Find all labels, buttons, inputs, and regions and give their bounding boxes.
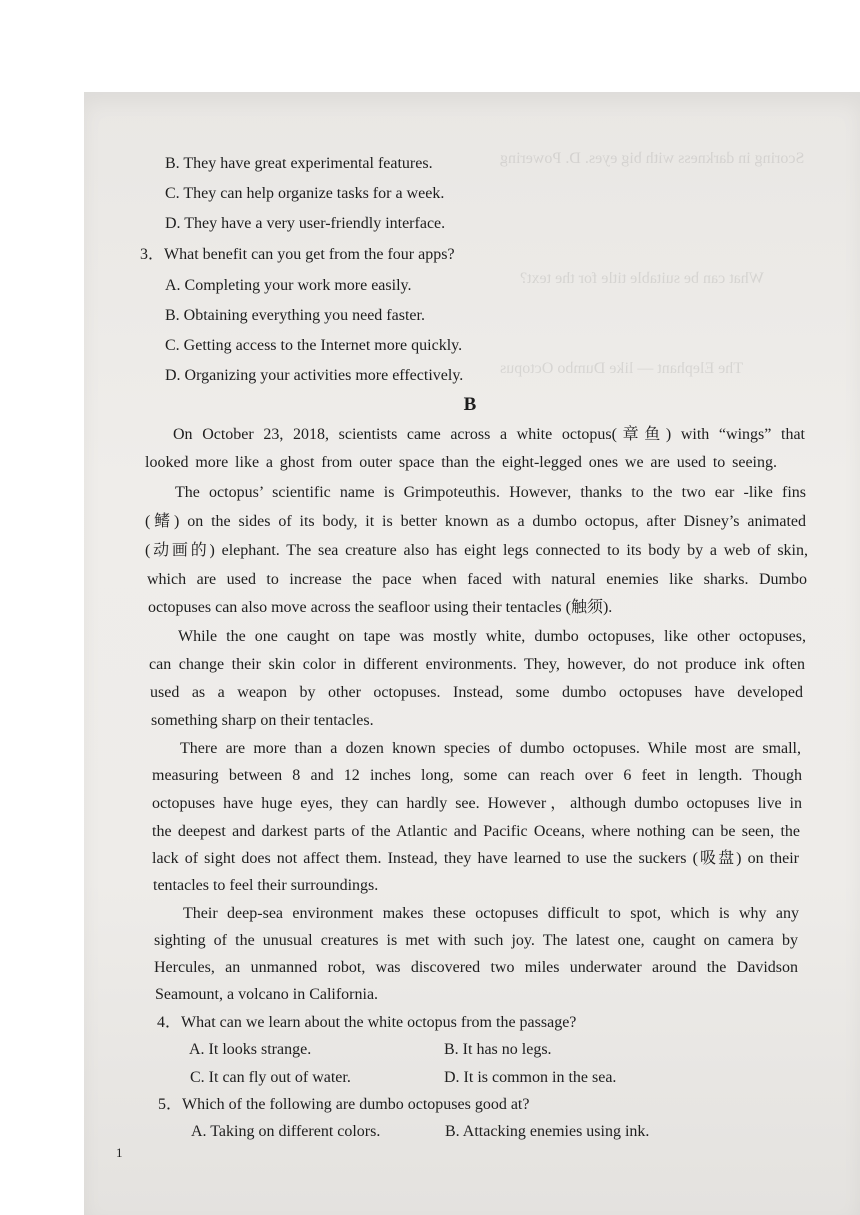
passage-line: looked more like a ghost from outer space than the eight-legged ones we are used to seeing. [145, 454, 777, 471]
page-number: 1 [116, 1145, 123, 1160]
passage-line: measuring between 8 and 12 inches long, some can reach over 6 feet in length. Though [152, 767, 802, 784]
q3-option-b: B. Obtaining everything you need faster. [165, 307, 425, 324]
q5-question: 5．Which of the following are dumbo octopuses good at? [158, 1096, 530, 1113]
passage-line: The octopus’ scientific name is Grimpoteuthis. However, thanks to the two ear -like fins [175, 484, 806, 501]
q3-option-d: D. Organizing your activities more effectively. [165, 367, 464, 384]
passage-line: Their deep-sea environment makes these octopuses difficult to spot, which is why any [183, 905, 799, 922]
bleed-through-text: Scoring in darkness with big eyes. D. Powering [500, 150, 805, 167]
passage-line: On October 23, 2018, scientists came across a white octopus(章鱼) with “wings” that [173, 426, 805, 443]
bleed-through-text: What can be suitable title for the text? [520, 270, 764, 287]
bleed-through-text: The Elephant — like Dumbo Octopus [500, 360, 744, 377]
q3-option-a: A. Completing your work more easily. [165, 277, 412, 294]
q4-option-b: B. It has no legs. [444, 1041, 552, 1058]
passage-line: octopuses can also move across the seafloor using their tentacles (触须). [148, 599, 613, 616]
q3-question: 3．What benefit can you get from the four apps? [140, 246, 455, 263]
passage-line: While the one caught on tape was mostly white, dumbo octopuses, like other octopuses, [178, 628, 806, 645]
passage-line: lack of sight does not affect them. Instead, they have learned to use the suckers (吸盘) on their [152, 850, 799, 867]
section-title: B [463, 394, 477, 415]
passage-line: tentacles to feel their surroundings. [153, 877, 379, 894]
q4-option-c: C. It can fly out of water. [190, 1069, 351, 1086]
q3-option-c: C. Getting access to the Internet more quickly. [165, 337, 463, 354]
passage-line: (鳍) on the sides of its body, it is better known as a dumbo octopus, after Disney’s animated [145, 513, 806, 530]
passage-line: which are used to increase the pace when faced with natural enemies like sharks. Dumbo [147, 571, 807, 588]
q4-option-a: A. It looks strange. [189, 1041, 312, 1058]
passage-line: can change their skin color in different environments. They, however, do not produce ink often [149, 656, 805, 673]
passage-line: There are more than a dozen known species of dumbo octopuses. While most are small, [180, 740, 801, 757]
q4-option-d: D. It is common in the sea. [444, 1069, 617, 1086]
passage-line: sighting of the unusual creatures is met with such joy. The latest one, caught on camera by [154, 932, 798, 949]
q4-question: 4．What can we learn about the white octopus from the passage? [157, 1014, 577, 1031]
passage-line: something sharp on their tentacles. [151, 712, 374, 729]
q5-option-b: B. Attacking enemies using ink. [445, 1123, 650, 1140]
q2-option-b: B. They have great experimental features. [165, 155, 433, 172]
passage-line: (动画的) elephant. The sea creature also has eight legs connected to its body by a web of skin, [145, 542, 808, 559]
passage-line: Hercules, an unmanned robot, was discovered two miles underwater around the Davidson [154, 959, 798, 976]
passage-line: octopuses have huge eyes, they can hardly see. However，although dumbo octopuses live in [152, 795, 802, 812]
q5-option-a: A. Taking on different colors. [191, 1123, 381, 1140]
passage-line: used as a weapon by other octopuses. Instead, some dumbo octopuses have developed [150, 684, 803, 701]
passage-line: Seamount, a volcano in California. [155, 986, 379, 1003]
q2-option-c: C. They can help organize tasks for a week. [165, 185, 445, 202]
passage-line: the deepest and darkest parts of the Atlantic and Pacific Oceans, where nothing can be seen, the [152, 823, 800, 840]
q2-option-d: D. They have a very user-friendly interface. [165, 215, 446, 232]
